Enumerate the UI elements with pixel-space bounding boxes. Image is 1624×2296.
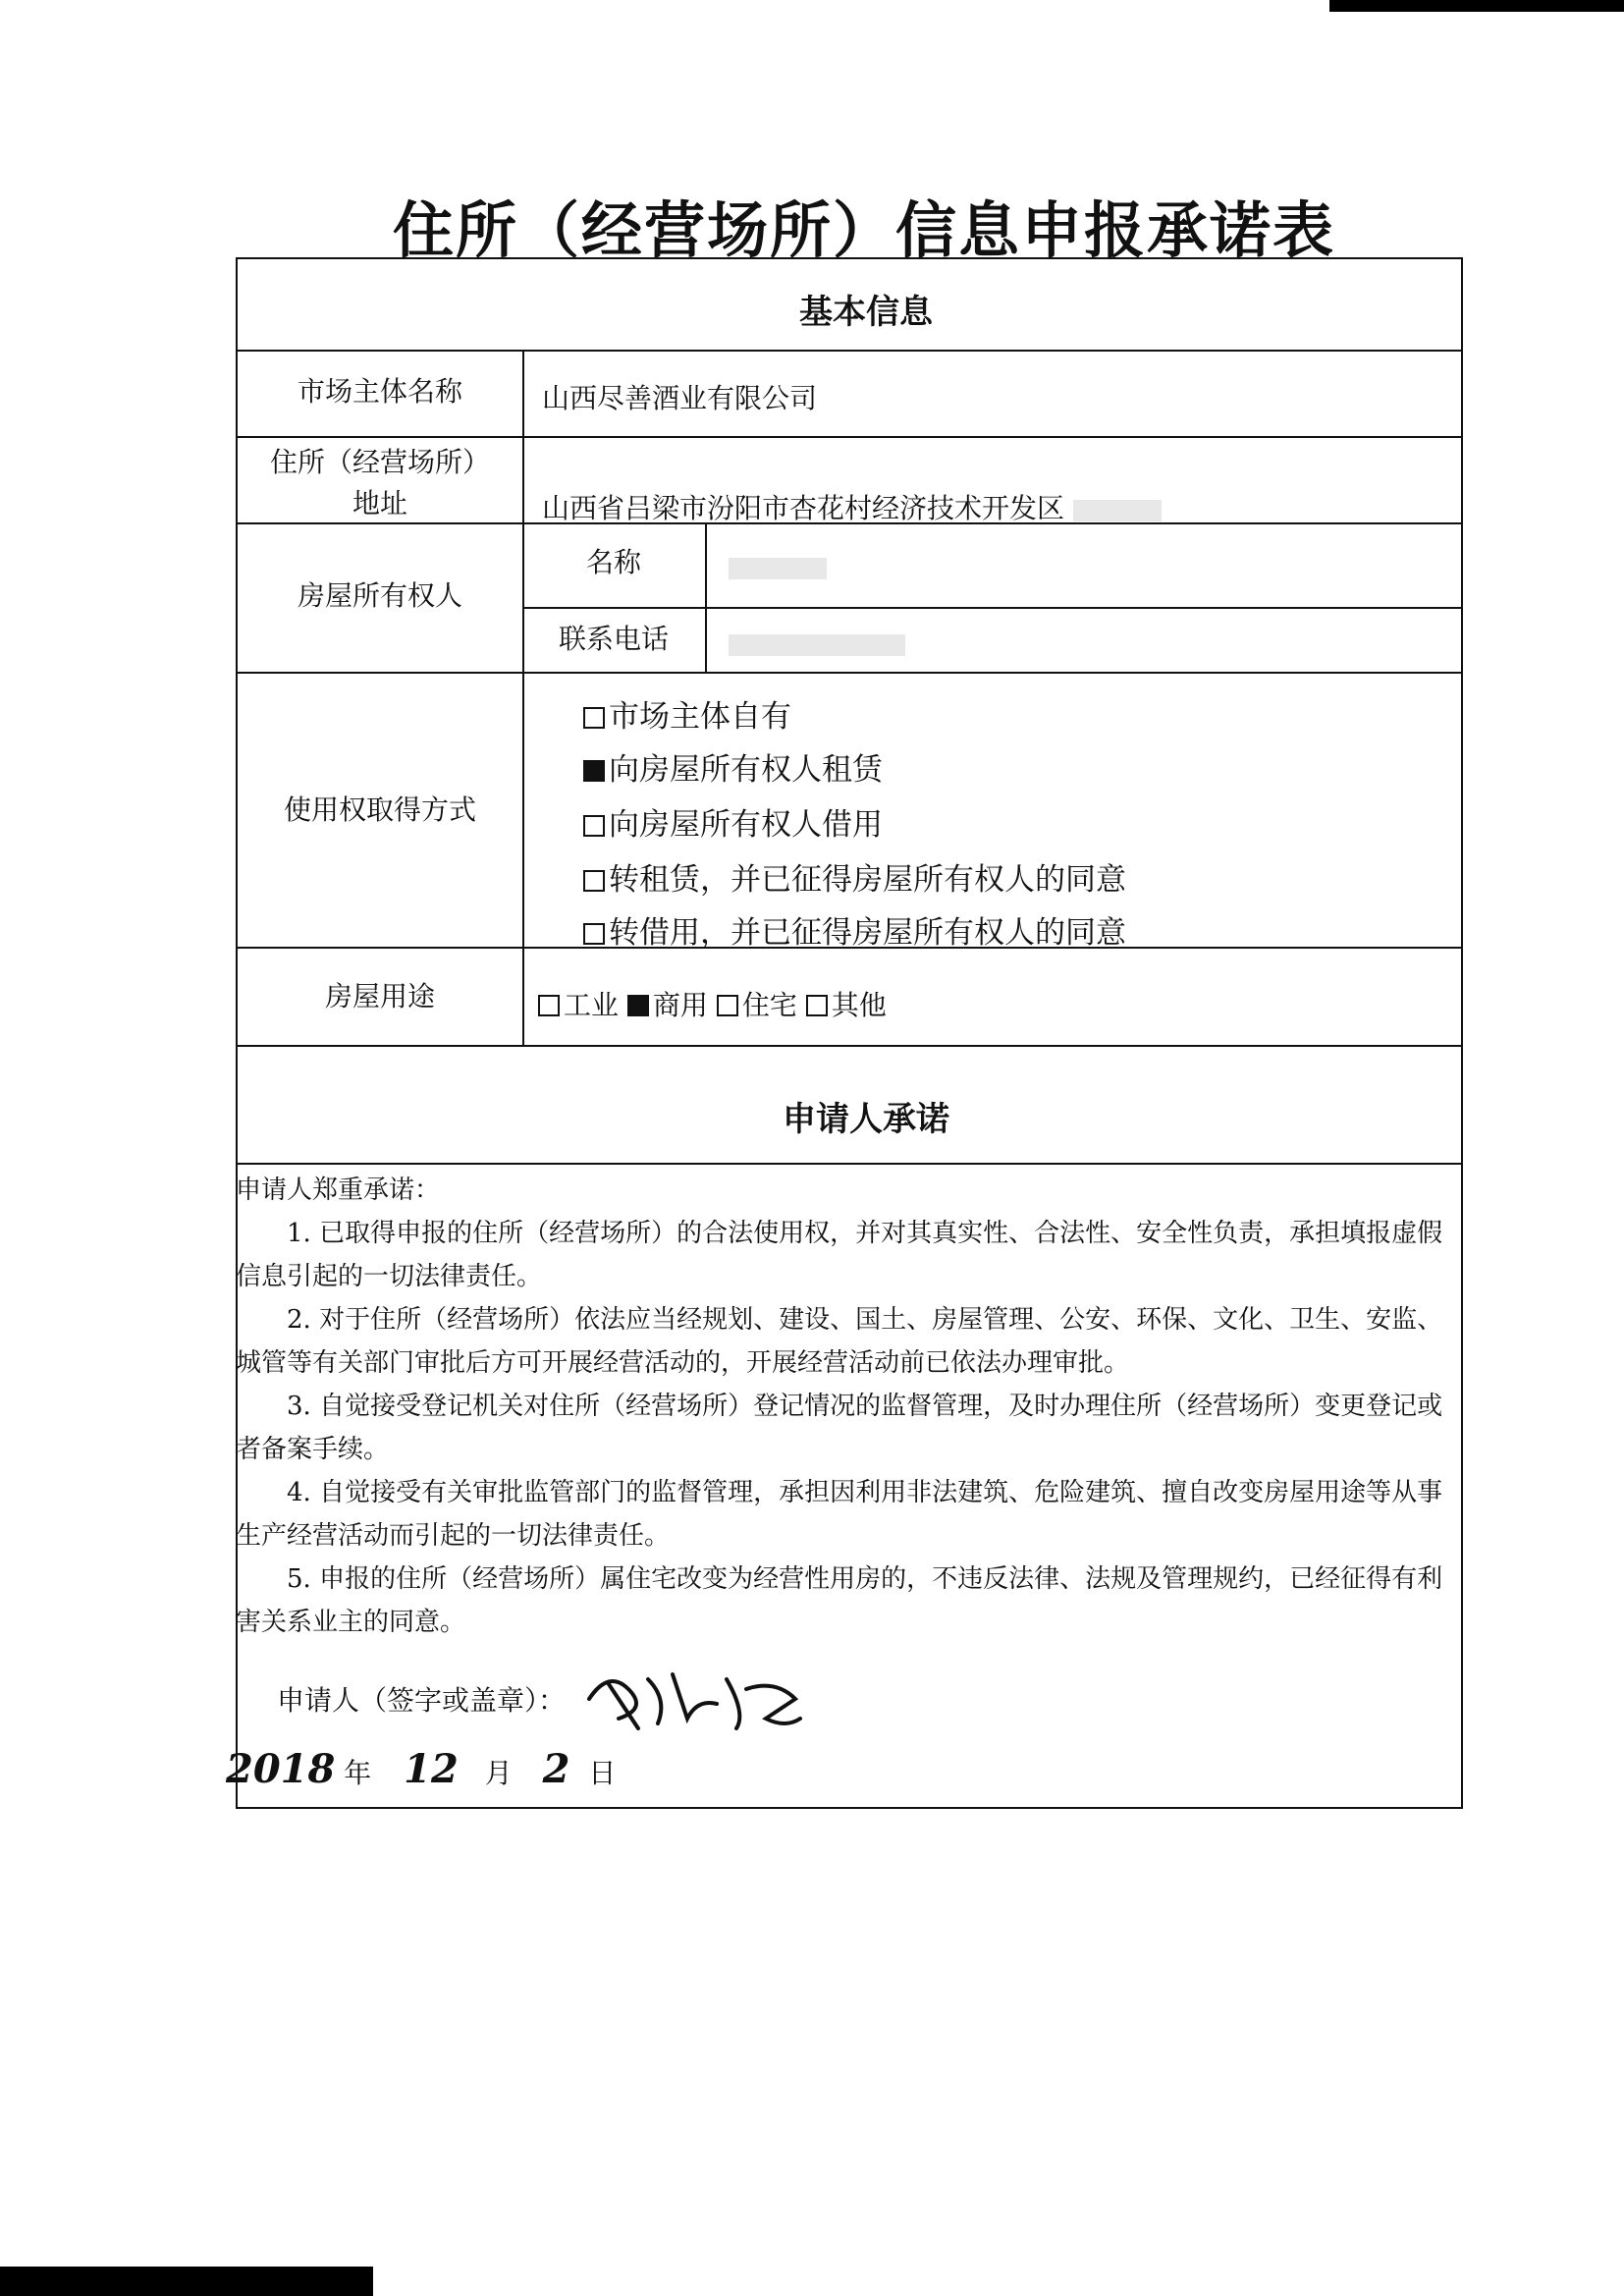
usage-options — [538, 984, 887, 1023]
usage-other: 其他 — [831, 989, 887, 1021]
basic-info-header: 基本信息 — [799, 293, 933, 332]
date-line — [226, 1746, 616, 1792]
checkbox-checked-icon — [627, 995, 649, 1016]
promise-item-4: 4. 自觉接受有关审批监管部门的监督管理，承担因利用非法建筑、危险建筑、擅自改变房屋用途等从事生产经营活动而引起的一切法律责任。 — [236, 1478, 1443, 1551]
right-option-sublease: 转租赁，并已征得房屋所有权人的同意 — [583, 854, 1126, 899]
checkbox-empty-icon — [717, 995, 738, 1016]
date-day-unit: 日 — [588, 1757, 617, 1789]
signer-label: 申请人（签字或盖章）： — [277, 1684, 567, 1717]
checkbox-checked-icon — [583, 760, 605, 782]
checkbox-empty-icon — [583, 870, 605, 892]
owner-phone-redaction — [729, 634, 905, 656]
date-day-handwritten: 2 — [542, 1746, 570, 1792]
right-option-borrow: 向房屋所有权人借用 — [583, 799, 883, 844]
checkbox-empty-icon — [583, 815, 605, 837]
owner-name-redaction — [729, 558, 827, 579]
date-month-handwritten: 12 — [404, 1746, 459, 1792]
usage-residential: 住宅 — [741, 989, 797, 1021]
checkbox-empty-icon — [583, 923, 605, 945]
promise-item-3: 3. 自觉接受登记机关对住所（经营场所）登记情况的监督管理，及时办理住所（经营场所）变更登记或者备案手续。 — [236, 1392, 1443, 1464]
promise-body — [236, 1169, 1443, 1644]
checkbox-empty-icon — [583, 707, 605, 729]
promise-item-5: 5. 申报的住所（经营场所）属住宅改变为经营性用房的，不违反法律、法规及管理规约，已经征得有利害关系业主的同意。 — [236, 1564, 1443, 1637]
date-year-handwritten: 2018 — [226, 1746, 336, 1792]
address-text: 山西省吕梁市汾阳市杏花村经济技术开发区 — [542, 492, 1065, 524]
address-label — [238, 442, 522, 524]
promise-intro: 申请人郑重承诺： — [236, 1175, 441, 1205]
promise-header: 申请人承诺 — [783, 1100, 949, 1139]
promise-item-1: 1. 已取得申报的住所（经营场所）的合法使用权，并对其真实性、合法性、安全性负责，承担填报虚假信息引起的一切法律责任。 — [236, 1219, 1443, 1291]
document-title: 住所（经营场所）信息申报承诺表 — [392, 194, 1335, 266]
address-label-line1: 住所（经营场所） — [269, 446, 490, 478]
address-redaction — [1073, 500, 1162, 521]
address-value — [542, 487, 1162, 526]
owner-name-label: 名称 — [585, 546, 641, 578]
address-label-line2: 地址 — [352, 487, 407, 519]
handwritten-signature — [579, 1660, 805, 1738]
promise-item-2: 2. 对于住所（经营场所）依法应当经规划、建设、国土、房屋管理、公安、环保、文化、卫生、安监、城管等有关部门审批后方可开展经营活动的，开展经营活动前已依法办理审批。 — [236, 1305, 1443, 1378]
usage-label: 房屋用途 — [324, 980, 435, 1012]
checkbox-empty-icon — [538, 995, 560, 1016]
owner-label: 房屋所有权人 — [297, 579, 462, 612]
owner-phone-value — [729, 627, 905, 659]
owner-phone-label: 联系电话 — [558, 623, 669, 655]
entity-name-value: 山西尽善酒业有限公司 — [542, 382, 818, 414]
signer-line — [277, 1679, 566, 1719]
date-month-unit: 月 — [484, 1757, 513, 1789]
entity-name-label: 市场主体名称 — [297, 375, 462, 408]
date-year-unit: 年 — [344, 1757, 372, 1789]
usage-industrial: 工业 — [564, 989, 620, 1021]
owner-name-value — [729, 550, 827, 582]
right-of-use-label: 使用权取得方式 — [283, 793, 476, 826]
right-option-sub-borrow: 转借用，并已征得房屋所有权人的同意 — [583, 907, 1126, 952]
checkbox-empty-icon — [806, 995, 828, 1016]
usage-commercial: 商用 — [652, 989, 708, 1021]
right-option-lease: 向房屋所有权人租赁 — [583, 744, 883, 789]
right-option-owned: 市场主体自有 — [583, 691, 791, 736]
